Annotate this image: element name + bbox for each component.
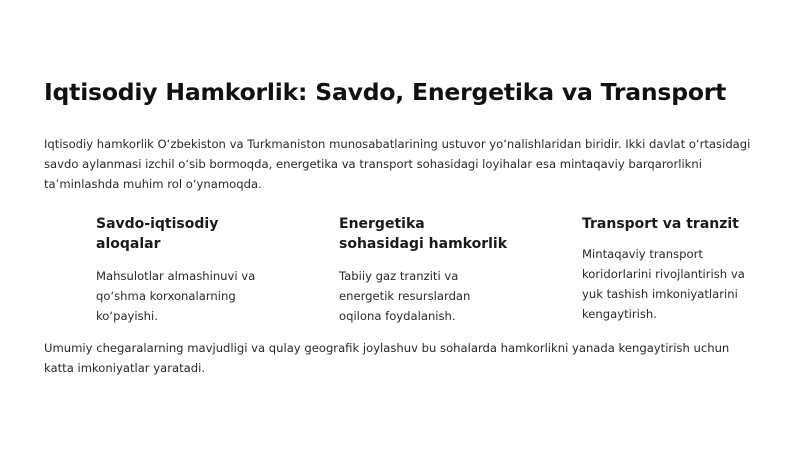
outro-paragraph: Umumiy chegaralarning mavjudligi va qulay geografik joylashuv bu sohalarda hamkorlikni yanada kengaytirish uchun katta imkoniyatlar yaratadi. — [44, 341, 730, 375]
intro-paragraph: Iqtisodiy hamkorlik O‘zbekiston va Turkmaniston munosabatlarining ustuvor yo‘nalishlaridan biridir. Ikki davlat o‘rtasidagi savdo aylanmasi izchil o‘sib bormoqda, energetika va transport sohasidagi loyihalar esa mintaqaviy barqarorlikni ta’minlashda muhim rol o‘ynamoqda. — [44, 137, 751, 191]
column-energy-text: Tabiiy gaz tranziti va energetik resurslardan oqilona foydalanish. — [339, 269, 471, 323]
column-transport-title: Transport va tranzit — [582, 216, 739, 232]
column-trade — [96, 214, 268, 326]
column-trade-text: Mahsulotlar almashinuvi va qo‘shma korxonalarning ko‘payishi. — [96, 269, 256, 323]
column-transport — [582, 214, 754, 324]
page-title: Iqtisodiy Hamkorlik: Savdo, Energetika va Transport — [44, 78, 727, 106]
column-transport-text: Mintaqaviy transport koridorlarini rivojlantirish va yuk tashish imkoniyatlarini kengaytirish. — [582, 247, 745, 321]
column-trade-title: Savdo-iqtisodiy aloqalar — [96, 216, 219, 252]
column-energy — [339, 214, 511, 326]
column-energy-title: Energetika sohasidagi hamkorlik — [339, 216, 508, 252]
